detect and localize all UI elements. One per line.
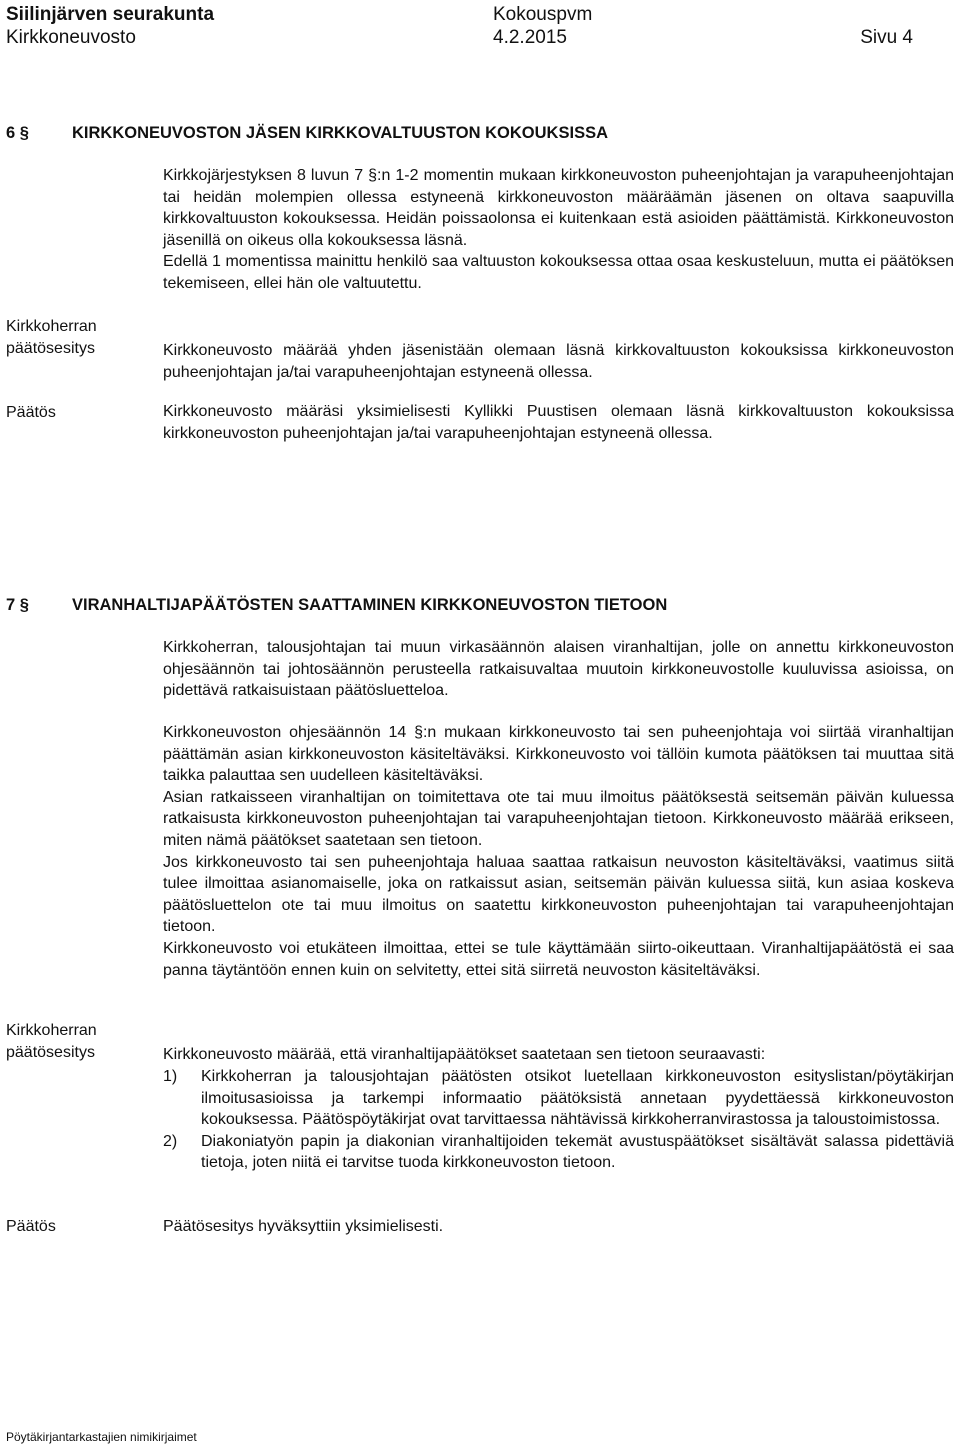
page-number: Sivu 4 — [860, 27, 913, 48]
section-7-decision-text: Päätösesitys hyväksyttiin yksimielisesti. — [163, 1218, 444, 1235]
proposal-item-text: Kirkkoherran ja talousjohtajan päätösten otsikot luetellaan kirkkoneuvoston esityslistan/pöytäkirjan ilmoitusasioissa ja tarkempi informaatio päätöksistä annetaan pyydettäessä kirkkoneuvoston kokouksessa. Päätöspöytäkirjat ovat tarvittaessa nähtävissä kirkkoherranvirastossa ja taloustoimistossa. — [201, 1068, 954, 1129]
meeting-body: Kirkkoneuvosto — [6, 27, 136, 48]
section-7-intro-paragraph-3: Asian ratkaisseen viranhaltijan on toimitettava ote tai muu ilmoitus päätöksestä seitsemän päivän kuluessa ratkaisusta kirkkoneuvoston puheenjohtajan tai varapuheenjohtajan tietoon. Kirkkoneuvosto määrää erikseen, miten nämä päätökset saatetaan sen tietoon. — [163, 788, 954, 849]
proposal-item — [163, 1131, 954, 1174]
section-7-proposal-label: Kirkkoherran päätösesitys — [6, 1022, 97, 1061]
section-7-proposal-list — [163, 1066, 954, 1174]
section-6-intro-paragraph-2: Edellä 1 momentissa mainittu henkilö saa valtuuston kokouksessa ottaa osaa keskusteluun, mutta ei päätöksen tekemiseen, ellei hän ole valtuutettu. — [163, 253, 954, 292]
organization-name: Siilinjärven seurakunta — [6, 4, 215, 25]
section-7-intro-paragraph-5: Kirkkoneuvosto voi etukäteen ilmoittaa, ettei se tule käyttämään siirto-oikeuttaan. Viranhaltijapäätöstä ei saa panna täytäntöön ennen kuin on selvitetty, ettei sitä siirretä neuvoston käsiteltäväksi. — [163, 939, 954, 979]
section-6-decision-text: Kirkkoneuvosto määräsi yksimielisesti Kyllikki Puustisen olemaan läsnä kirkkovaltuuston kokouksissa kirkkoneuvoston puheenjohtajan ja/tai varapuheenjohtajan estyneenä ollessa. — [163, 403, 954, 442]
section-7-intro — [163, 722, 954, 981]
section-6-proposal-label: Kirkkoherran päätösesitys — [6, 318, 97, 357]
section-6-number: 6 § — [6, 124, 29, 142]
meeting-date: 4.2.2015 — [493, 27, 567, 48]
section-7-proposal-intro: Kirkkoneuvosto määrää, että viranhaltijapäätökset saatetaan sen tietoon seuraavasti: — [163, 1046, 766, 1063]
section-6-decision-label: Päätös — [6, 404, 56, 421]
section-7-title: VIRANHALTIJAPÄÄTÖSTEN SAATTAMINEN KIRKKONEUVOSTON TIETOON — [72, 596, 668, 614]
section-7-decision-label: Päätös — [6, 1218, 56, 1235]
section-6-title: KIRKKONEUVOSTON JÄSEN KIRKKOVALTUUSTON KOKOUKSISSA — [72, 124, 608, 142]
section-6-intro-paragraph-1: Kirkkojärjestyksen 8 luvun 7 §:n 1-2 momentin mukaan kirkkoneuvoston puheenjohtajan ja varapuheenjohtajan tai heidän molempien ollessa estyneenä kirkkoneuvoston määräämän jäsenen on oltava saapuvilla kirkkovaltuuston kokouksessa. Heidän poissaolonsa ei kuitenkaan estä asioiden päättämistä. Kirkkoneuvoston jäsenillä on oikeus olla kokouksessa läsnä. — [163, 167, 954, 249]
proposal-item-text: Diakoniatyön papin ja diakonian viranhaltijoiden tekemät avustuspäätökset sisältävät salassa pidettäviä tietoja, joten niitä ei tarvitse tuoda kirkkoneuvoston tietoon. — [201, 1132, 954, 1172]
section-7-number: 7 § — [6, 596, 29, 614]
section-7-para-sign: § — [19, 596, 29, 614]
footer-initials-label: Pöytäkirjantarkastajien nimikirjaimet — [6, 1430, 197, 1444]
proposal-item — [163, 1066, 954, 1131]
section-6-para-sign: § — [19, 124, 29, 142]
section-7-intro-paragraph-4: Jos kirkkoneuvosto tai sen puheenjohtaja haluaa saattaa ratkaisun neuvoston käsiteltäväksi, vaatimus siitä tulee ilmoittaa asianomaiselle, joka on ratkaissut asian, seitsemän päivän kuluessa siitä, kun asiaa koskeva päätösluettelon ote tai muu ilmoitus on saatettu kirkkoneuvoston puheenjohtajan tai varapuheenjohtajan tietoon. — [163, 853, 954, 936]
section-7-intro-paragraph-2: Kirkkoneuvoston ohjesäännön 14 §:n mukaan kirkkoneuvosto tai sen puheenjohtaja voi siirtää viranhaltijan päättämän asian kirkkoneuvoston käsiteltäväksi. Kirkkoneuvosto voi tällöin kumota päätöksen tai muuttaa sitä taikka palauttaa sen uudelleen käsiteltäväksi. — [163, 724, 954, 785]
meeting-date-label: Kokouspvm — [493, 4, 593, 25]
section-6-proposal-text: Kirkkoneuvosto määrää yhden jäsenistään olemaan läsnä kirkkovaltuuston kokouksissa kirkkoneuvoston puheenjohtajan ja/tai varapuheenjohtajan estyneenä ollessa. — [163, 342, 954, 381]
proposal-item-number: 2) — [163, 1132, 178, 1150]
section-7-intro-paragraph-1: Kirkkoherran, talousjohtajan tai muun virkasäännön alaisen viranhaltijan, jolle on annettu kirkkoneuvoston ohjesäännön tai johtosäännön perusteella ratkaisuvaltaa muutoin kirkkoneuvostolle kuuluvissa asioissa, on pidettävä ratkaisuistaan päätösluetteloa. — [163, 639, 954, 700]
proposal-item-number: 1) — [163, 1068, 178, 1085]
section-6-intro — [163, 165, 954, 295]
